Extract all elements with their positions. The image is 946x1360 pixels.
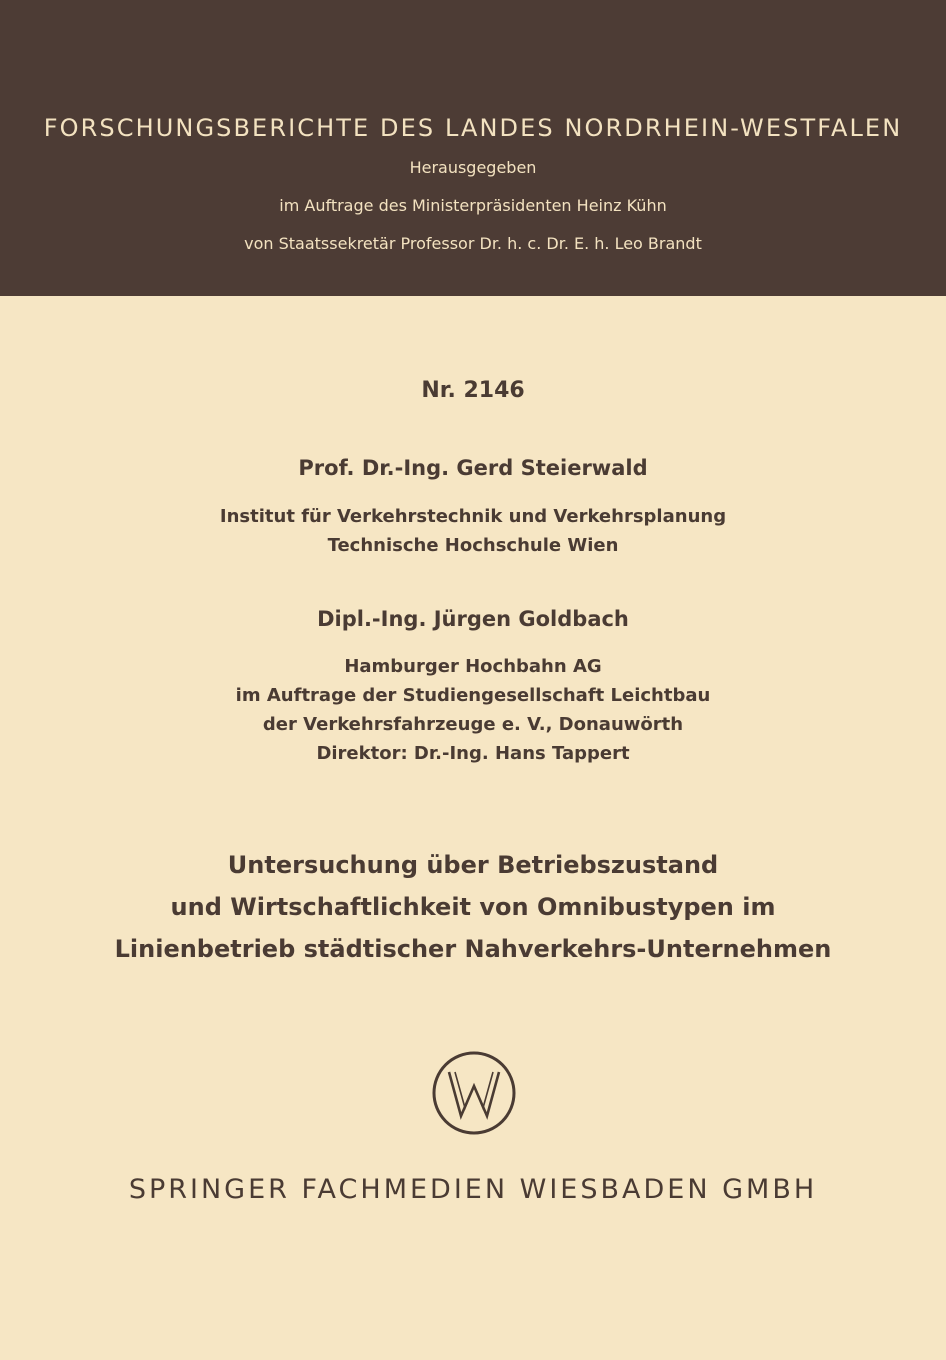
series-title: FORSCHUNGSBERICHTE DES LANDES NORDRHEIN-WESTFALEN [43, 114, 903, 142]
author-2-affiliation-line: im Auftrage der Studiengesellschaft Leichtbau [235, 685, 711, 706]
author-2-affiliation-line: Direktor: Dr.-Ing. Hans Tappert [316, 743, 630, 764]
book-title [0, 844, 946, 970]
author-1-affiliation-line: Technische Hochschule Wien [327, 535, 619, 556]
publisher-name: SPRINGER FACHMEDIEN WIESBADEN GMBH [128, 1174, 818, 1205]
author-2-name: Dipl.-Ing. Jürgen Goldbach [317, 607, 629, 631]
author-2-affiliation-line: der Verkehrsfahrzeuge e. V., Donauwörth [262, 714, 684, 735]
book-title-line: Untersuchung über Betriebszustand [227, 851, 719, 879]
editor-line-auftrag: im Auftrage des Ministerpräsidenten Heinz Kühn [279, 196, 667, 215]
westdeutscher-verlag-w-logo-icon [431, 1050, 517, 1136]
author-2-affiliation-line: Hamburger Hochbahn AG [344, 656, 602, 677]
series-header-band [0, 0, 946, 296]
editor-line-herausgegeben: Herausgegeben [409, 158, 537, 177]
cover-main-area [0, 296, 946, 1360]
author-1-affiliation-line: Institut für Verkehrstechnik und Verkehrsplanung [219, 506, 727, 527]
author-1-name: Prof. Dr.-Ing. Gerd Steierwald [298, 456, 648, 480]
book-title-line: und Wirtschaftlichkeit von Omnibustypen im [170, 893, 776, 921]
report-number: Nr. 2146 [421, 378, 525, 403]
book-title-line: Linienbetrieb städtischer Nahverkehrs-Unternehmen [114, 935, 832, 963]
editor-line-staatssekretaer: von Staatssekretär Professor Dr. h. c. Dr. E. h. Leo Brandt [244, 234, 702, 253]
